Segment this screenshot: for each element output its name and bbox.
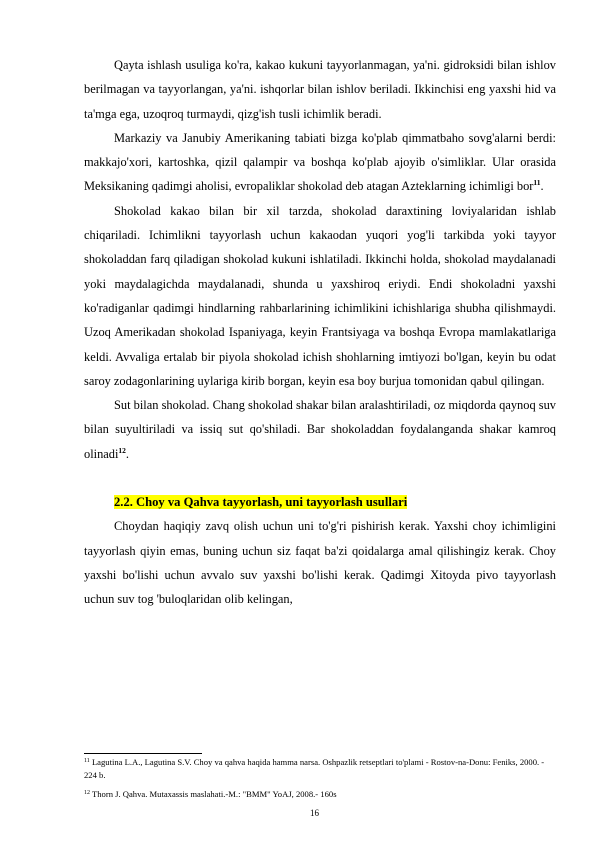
footnote-number: 12 xyxy=(84,790,90,796)
section-heading-highlight: 2.2. Choy va Qahva tayyorlash, uni tayyorlash usullari xyxy=(114,495,408,510)
body-text xyxy=(84,53,556,612)
paragraph-chocolate-milk: Sut bilan shokolad. Chang shokolad shakar bilan aralashtiriladi, oz miqdorda qaynoq suv bilan suyultiriladi va issiq sut qo'shiladi. Bar shokoladdan foydalanganda shakar kamroq olinadi$^{12}$. xyxy=(84,398,556,461)
footnote-11 xyxy=(84,756,556,782)
paragraph-chocolate-history: Shokolad kakao bilan bir xil tarzda, shokolad daraxtining loviyalaridan ishlab chiqariladi. Ichimlikni tayyorlash uchun kakaodan yuqori yog'li tarkibda yoki tayyor shokoladdan farq qiladigan shokolad kukuni ishlatiladi. Ikkinchi holda, shokolad maydalanadi yoki maydalagichda maydalanadi, shunda u yaxshiroq eriydi. Endi shokoladni yaxshi ko'radiganlar qadimgi hindlarning rahbarlarining ichimlikini ichishlariga shubha qilishmaydi. Uzoq Amerikadan shokolad Ispaniyaga, keyin Frantsiyaga va boshqa Evropa mamlakatlariga keldi. Avvaliga ertalab bir piyola shokolad ichish shohlarning imtiyozi bo'lgan, keyin bu odat saroy zodagonlarining uylariga kirib borgan, keyin esa boy burjua tomonidan qabul qilingan. xyxy=(84,203,556,388)
footnote-separator xyxy=(84,753,202,754)
page-number: 16 xyxy=(310,808,319,818)
footnote-ref-12[interactable]: 12 xyxy=(118,445,126,455)
paragraph-tea-brewing: Choydan haqiqiy zavq olish uchun uni to'g'ri pishirish kerak. Yaxshi choy ichimligini tayyorlash qiyin emas, buning uchun siz faqat ba'zi qoidalarga amal qilishingiz kerak. Choy yaxshi bo'lishi uchun avvalo suv yaxshi bo'lishi kerak. Qadimgi Xitoyda pivo tayyorlash uchun suv tog 'buloqlaridan olib kelingan, xyxy=(84,519,556,607)
section-heading xyxy=(84,490,556,514)
paragraph-americas-gifts: Markaziy va Janubiy Amerikaning tabiati bizga ko'plab qimmatbaho sovg'alarni berdi: makkajo'xori, kartoshka, qizil qalampir va boshqa ko'plab ajoyib o'simliklar. Ular orasida Meksikaning qadimgi aholisi, evropaliklar shokolad deb atagan Azteklarning ichimligi bor$^{11}$. xyxy=(84,130,556,194)
paragraph-cocoa-processing: Qayta ishlash usuliga ko'ra, kakao kukuni tayyorlanmagan, ya'ni. gidroksidi bilan ishlov berilmagan va tayyorlangan, ya'ni. ishqorlar bilan ishlov beriladi. Ikkinchisi eng yaxshi hid va ta'mga ega, uzoqroq turmaydi, qizg'ish tusli ichimlik beradi. xyxy=(84,58,556,121)
footnotes xyxy=(84,756,556,801)
footnote-text: Lagutina L.A., Lagutina S.V. Choy va qahva haqida hamma narsa. Oshpazlik retseptlari to'plami - Rostov-na-Donu: Feniks, 2000. - 224 b. xyxy=(84,757,545,780)
footnote-number: 11 xyxy=(84,758,90,764)
footnote-12 xyxy=(84,788,556,801)
footnote-ref-11[interactable]: 11 xyxy=(533,178,541,188)
footnote-text: Thorn J. Qahva. Mutaxassis maslahati.-M.: "BMM" YoAJ, 2008.- 160s xyxy=(92,789,337,799)
